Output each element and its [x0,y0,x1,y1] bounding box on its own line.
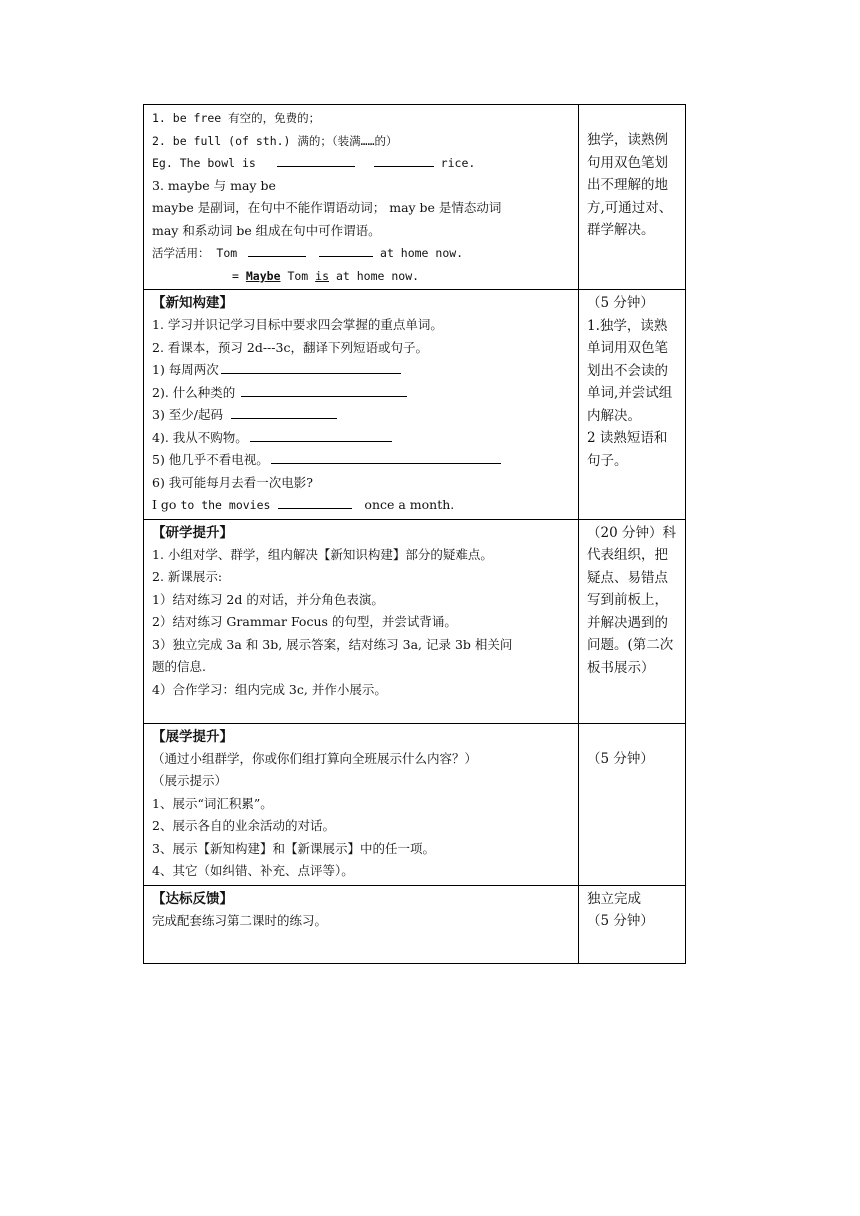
section-heading: 【展学提升】 [152,728,233,745]
note-line: 4）合作学习：组内完成 3c, 并作小展示。 [152,681,387,697]
note-line: 4、其它（如纠错、补充、点评等）。 [152,863,354,878]
side-note: 独立完成 [587,890,641,907]
notes-cell [144,105,579,290]
note-line: 6) 我可能每月去看一次电影? [152,474,314,490]
fill-blank[interactable] [250,429,392,442]
item-text: 2). 什么种类的 [152,384,236,400]
note-line: 1. 学习并识记学习目标中要求四会掌握的重点单词。 [152,317,443,332]
notes-cell [144,519,579,723]
side-note: （5 分钟） [587,295,654,311]
notes-cell [144,290,579,520]
note-line: 2. 新课展示: [152,569,223,584]
note-line: 题的信息. [152,659,206,674]
fill-blank[interactable] [374,154,434,167]
side-cell [579,519,686,723]
side-note: （20 分钟）科代表组织，把疑点、易错点写到前板上，并解决遇到的问题。(第二次板书展示） [587,524,676,676]
side-cell [579,723,686,885]
fill-blank[interactable] [278,496,352,509]
underlined-word: Maybe [245,268,281,283]
table-row [144,519,686,723]
item-text: 3) 至少/起码 [152,407,224,422]
note-line: maybe 是副词，在句中不能作谓语动词； may be 是情态动词 [152,200,502,215]
translate-item [152,494,572,517]
translate-item [152,404,572,427]
fill-blank[interactable] [241,384,407,397]
fill-blank[interactable] [277,154,355,167]
side-note: （5 分钟） [587,750,654,767]
side-cell [579,105,686,290]
section-heading: 【达标反馈】 [152,890,233,907]
note-line: 1、展示“词汇积累”。 [152,795,273,811]
translate-item [152,449,572,472]
fill-blank[interactable] [248,244,306,257]
item-text: to the movies [180,498,271,512]
example-line [152,152,572,175]
notes-cell [144,885,579,963]
item-text: 4). 我从不购物。 [152,429,248,445]
table-row [144,723,686,885]
fill-blank[interactable] [319,244,373,257]
fill-blank[interactable] [231,406,337,419]
fill-blank[interactable] [271,451,501,464]
side-note: 独学，读熟例句用双色笔划出不理解的地方,可通过对、群学解决。 [587,132,673,238]
note-line: 3、展示【新知构建】和【新课展示】中的任一项。 [152,840,435,856]
example-prefix: Eg. The bowl is [152,156,256,170]
note-line: （展示提示） [152,773,228,788]
side-note: （5 分钟） [587,913,654,929]
item-text: I go [152,497,177,512]
note-line: 2. 看课本，预习 2d---3c，翻译下列短语或句子。 [152,339,428,355]
translate-item [152,382,572,405]
word: at home now. [335,268,420,283]
fill-blank[interactable] [221,361,401,374]
section-heading: 【新知构建】 [152,295,233,311]
item-text: 1) 每周两次 [152,362,219,377]
table-row [144,290,686,520]
equals-sign: = [232,268,239,283]
example-suffix: rice. [440,156,476,170]
practice-prefix: 活学活用： Tom [152,246,238,260]
note-line: 2）结对练习 Grammar Focus 的句型，并尝试背诵。 [152,614,457,629]
note-line: 2. be full (of sth.) 满的；（装满……的） [152,133,398,148]
table-row [144,105,686,290]
section-heading: 【研学提升】 [152,524,233,541]
practice-suffix: at home now. [380,246,464,260]
side-note: 1.独学，读熟单词用双色笔划出不会读的单词,并尝试组内解决。 [587,317,673,424]
note-line: 3）独立完成 3a 和 3b, 展示答案，结对练习 3a, 记录 3b 相关问 [152,636,513,652]
side-cell [579,290,686,520]
note-line: 1. be free 有空的，免费的； [152,111,321,125]
translate-item [152,427,572,450]
note-line: 完成配套练习第二课时的练习。 [152,912,328,928]
translate-item [152,359,572,382]
item-text: once a month. [364,497,455,512]
practice-line [152,242,572,265]
note-line: may 和系动词 be 组成在句中可作谓语。 [152,222,381,238]
note-line: 1）结对练习 2d 的对话，并分角色表演。 [152,591,384,607]
practice-answer-line [152,265,572,288]
word: Tom [287,268,309,283]
item-text: 5) 他几乎不看电视。 [152,452,269,467]
note-line: 1. 小组对学、群学，组内解决【新知识构建】部分的疑难点。 [152,546,493,562]
lesson-table [143,104,686,964]
note-line: （通过小组群学，你或你们组打算向全班展示什么内容？） [152,750,478,766]
note-line: 2、展示各自的业余活动的对话。 [152,818,335,833]
side-note: 2 读熟短语和句子。 [587,430,668,469]
side-cell [579,885,686,963]
notes-cell [144,723,579,885]
underlined-word: is [315,268,330,283]
table-row [144,885,686,963]
note-line: 3. maybe 与 may be [152,177,276,193]
